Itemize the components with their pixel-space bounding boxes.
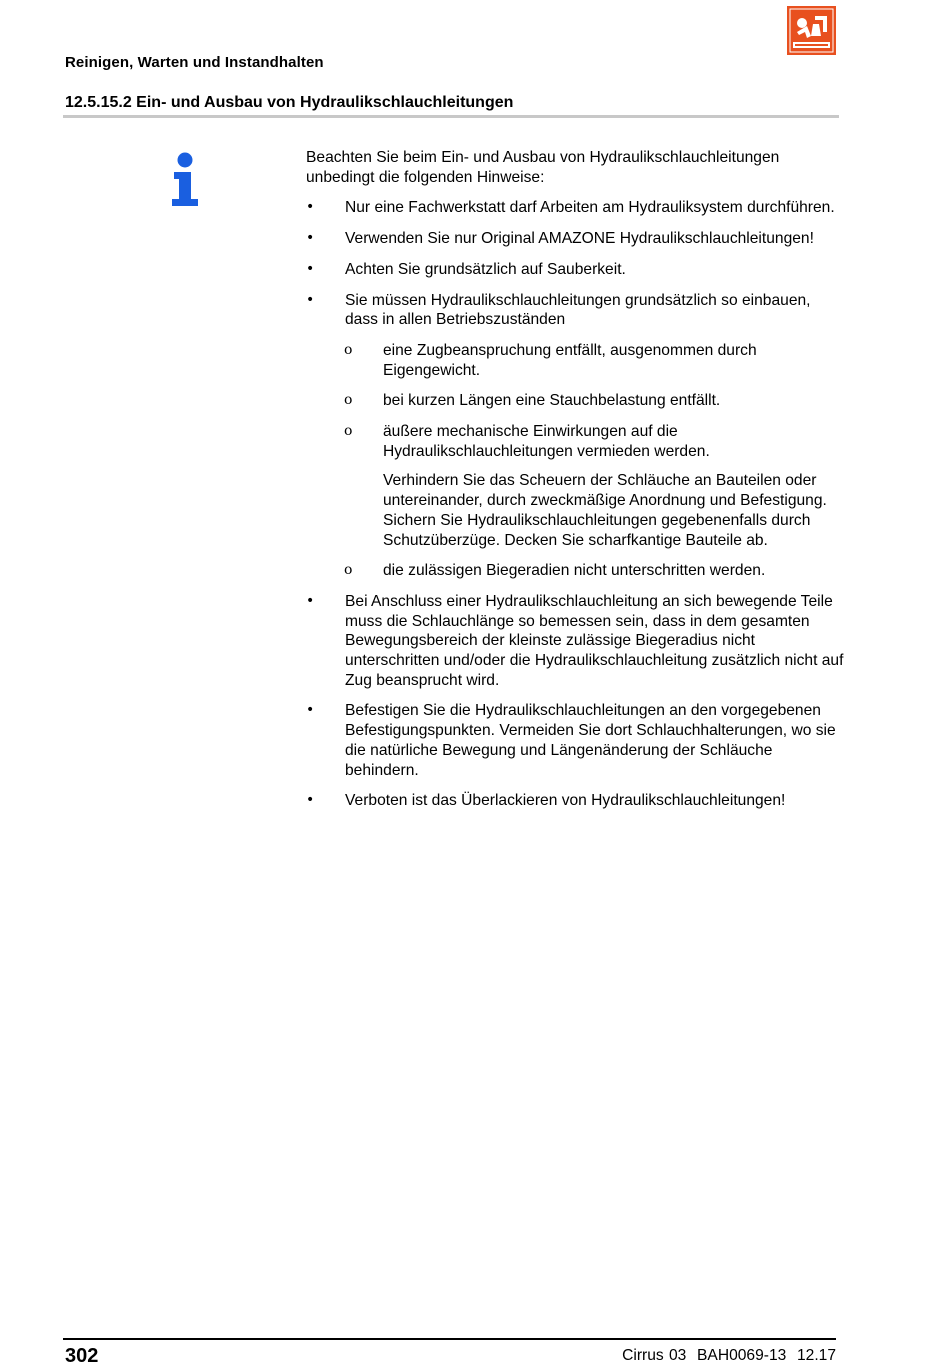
- sub-item: [306, 341, 846, 380]
- sub-item: [306, 391, 846, 411]
- bullet-item: • Verwenden Sie nur Original AMAZONE Hydraulikschlauchleitungen!: [306, 229, 846, 249]
- sub-item: [306, 422, 846, 461]
- sub-item-text: äußere mechanische Einwirkungen auf die Hydraulikschlauchleitungen vermieden werden.: [383, 423, 710, 460]
- bullet-item: • Bei Anschluss einer Hydraulikschlauchleitung an sich bewegende Teile muss die Schlauchlänge so bemessen sein, dass in dem gesamten Bewegungsbereich der kleinste zulässige Biegeradius nicht unterschritten und/oder die Hydraulikschlauchleitung zusätzlich nicht auf Zug beansprucht wird.: [306, 592, 846, 691]
- sub-item-marker: ο: [344, 423, 353, 440]
- bullet-item: • Sie müssen Hydraulikschlauchleitungen grundsätzlich so einbauen, dass in allen Betriebszuständen: [306, 291, 846, 330]
- amazone-logo: [787, 6, 836, 55]
- sub-item-text: eine Zugbeanspruchung entfällt, ausgenommen durch Eigengewicht.: [383, 341, 757, 379]
- document-reference: Cirrus 03 BAH0069-13 12.17: [622, 1347, 836, 1364]
- notice-intro: Beachten Sie beim Ein- und Ausbau von Hydraulikschlauchleitungen unbedingt die folgenden Hinweise:: [306, 149, 780, 186]
- sub-item: [306, 561, 846, 581]
- heading-divider: [63, 115, 839, 118]
- sub-item-marker: ο: [344, 392, 353, 409]
- page-number: 302: [65, 1345, 99, 1367]
- footer-divider: [63, 1338, 836, 1340]
- sub-item-marker: ο: [344, 341, 353, 358]
- info-icon: [170, 152, 200, 206]
- bullet-item: • Verboten ist das Überlackieren von Hydraulikschlauchleitungen!: [306, 791, 846, 811]
- sub-item-text: die zulässigen Biegeradien nicht unterschritten werden.: [383, 562, 766, 580]
- sub-item-marker: ο: [344, 562, 353, 579]
- sub-item-text: bei kurzen Längen eine Stauchbelastung entfällt.: [383, 392, 721, 410]
- notice-content: [306, 148, 846, 822]
- chapter-title: Reinigen, Warten und Instandhalten: [65, 54, 324, 71]
- bullet-item: • Befestigen Sie die Hydraulikschlauchleitungen an den vorgegebenen Befestigungspunkten. Vermeiden Sie dort Schlauchhalterungen, wo sie die natürliche Bewegung und Längenänderung der Schläuche behindern.: [306, 701, 846, 780]
- section-heading: 12.5.15.2 Ein- und Ausbau von Hydraulikschlauchleitungen: [65, 94, 514, 111]
- bullet-item: • Nur eine Fachwerkstatt darf Arbeiten am Hydrauliksystem durchführen.: [306, 198, 846, 218]
- sub-item-note: Verhindern Sie das Scheuern der Schläuche an Bauteilen oder untereinander, durch zweckmäßige Anordnung und Befestigung. Sichern Sie Hydraulikschlauchleitungen gegebenenfalls durch Schutzüberzüge. Decken Sie scharfkantige Bauteile ab.: [383, 472, 827, 549]
- bullet-item: • Achten Sie grundsätzlich auf Sauberkeit.: [306, 260, 846, 280]
